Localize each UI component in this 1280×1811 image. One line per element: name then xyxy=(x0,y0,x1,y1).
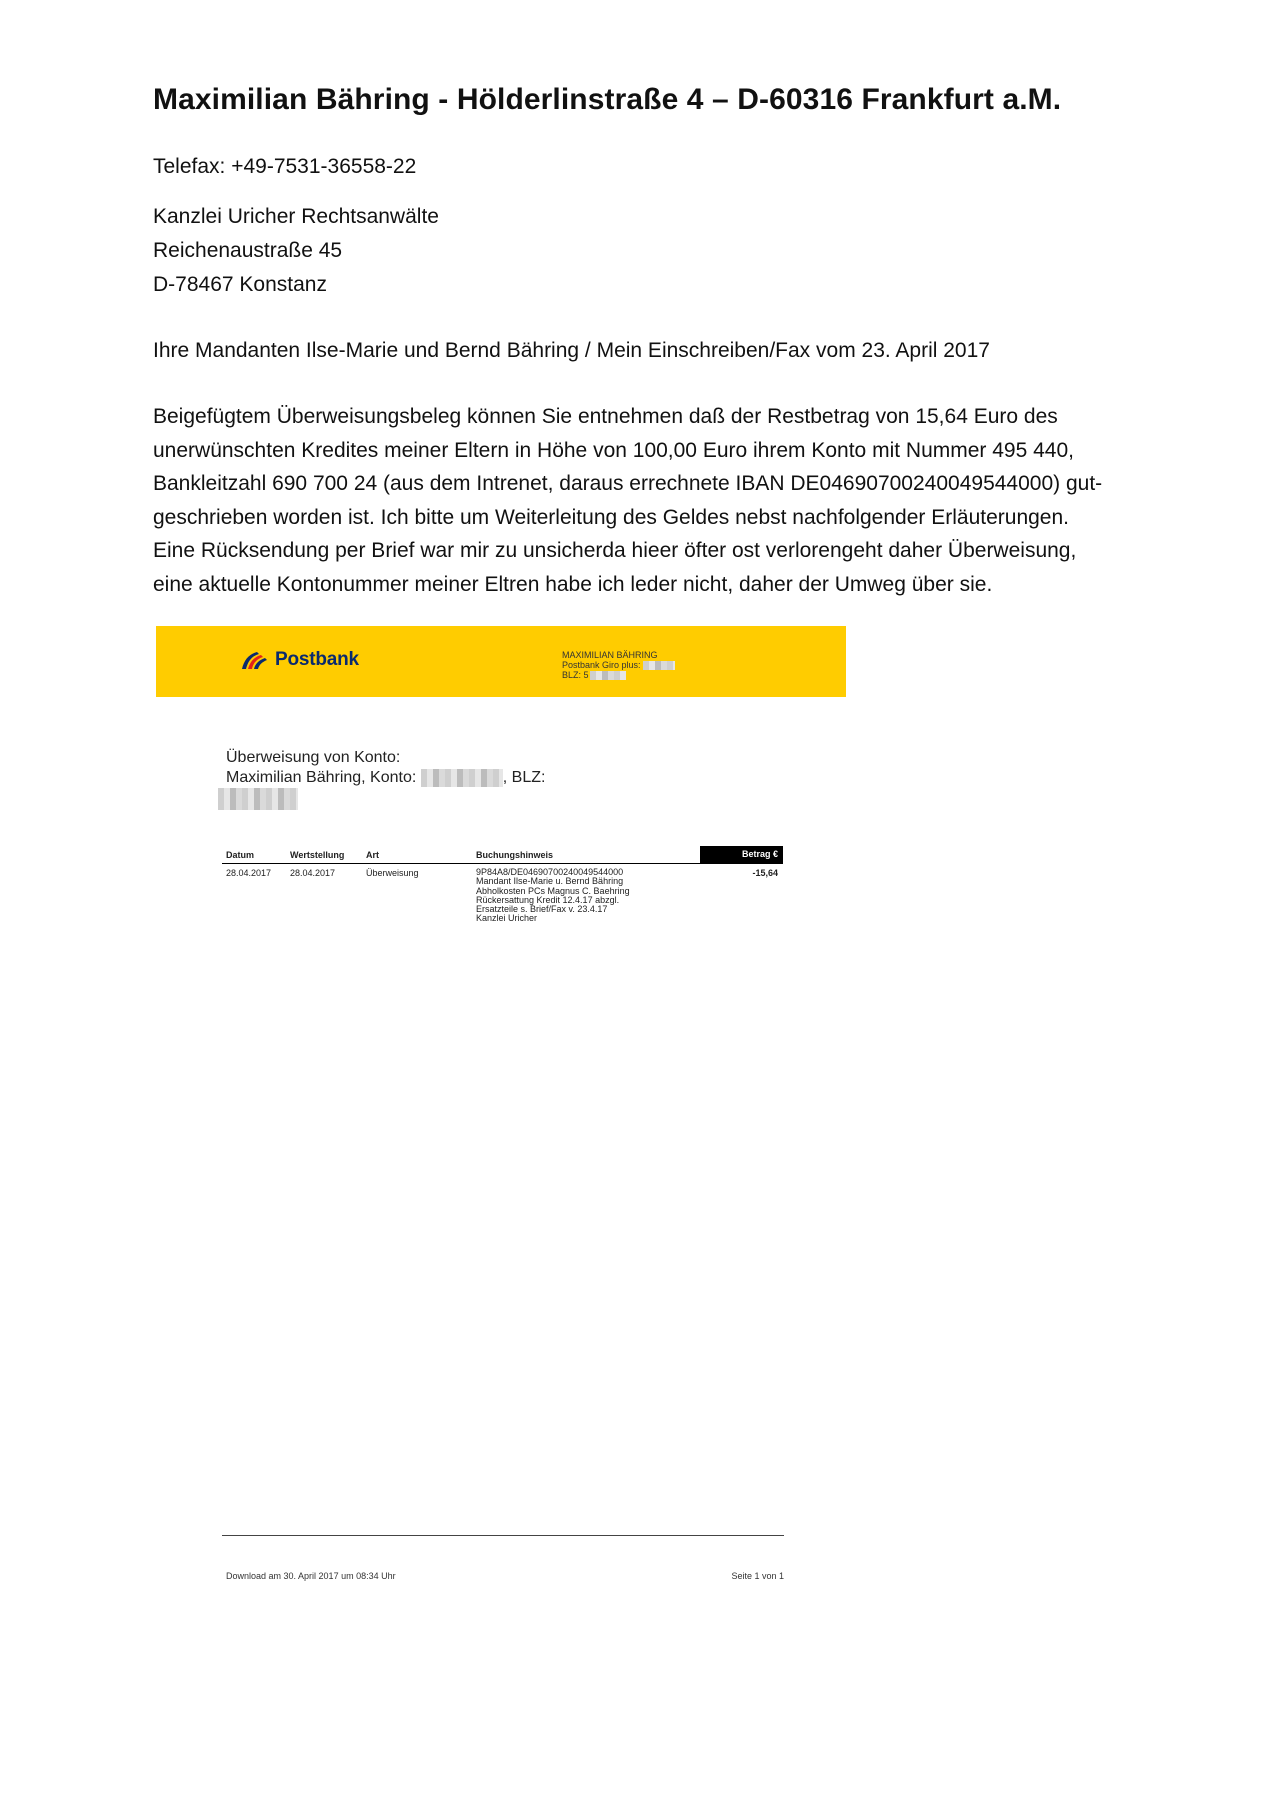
redacted-blz-value xyxy=(218,788,298,810)
tx-value-date: 28.04.2017 xyxy=(290,868,336,878)
owner-name: MAXIMILIAN BÄHRING xyxy=(562,650,658,660)
recipient-line: Reichenaustraße 45 xyxy=(153,239,343,262)
header-date: Datum xyxy=(226,850,255,860)
header-type: Art xyxy=(366,850,379,860)
memo-line: Ersatzteile s. Brief/Fax v. 23.4.17 xyxy=(476,904,608,915)
memo-line: Kanzlei Uricher xyxy=(476,913,538,924)
body-line: Eine Rücksendung per Brief war mir zu unsicherda hieer öfter ost verlorengeht daher Überweisung, xyxy=(153,539,1077,563)
body-line: Bankleitzahl 690 700 24 (aus dem Intrenet, daraus errechnete IBAN DE04690700240049544000) gut- xyxy=(153,472,1103,496)
redacted-konto xyxy=(421,769,503,787)
owner-product-line xyxy=(562,660,675,670)
tx-date: 28.04.2017 xyxy=(226,868,272,878)
table-header xyxy=(222,846,783,864)
owner-blz-line xyxy=(562,670,675,680)
memo-line: Rückersattung Kredit 12.4.17 abzgl. xyxy=(476,894,620,905)
account-owner-info xyxy=(562,650,675,680)
header-value-date: Wertstellung xyxy=(290,850,345,860)
memo-line: 9P84A8/DE04690700240049544000 xyxy=(476,867,624,877)
header-amount: Betrag € xyxy=(700,846,783,863)
transaction-table xyxy=(222,846,783,934)
body-line: eine aktuelle Kontonummer meiner Eltren habe ich leder nicht, daher der Umweg über sie. xyxy=(153,572,993,596)
transfer-from-line xyxy=(226,768,545,788)
page-number: Seite 1 von 1 xyxy=(731,1571,784,1581)
download-timestamp: Download am 30. April 2017 um 08:34 Uhr xyxy=(226,1571,396,1581)
recipient-address xyxy=(153,200,1163,302)
body-line: unerwünschten Kredites meiner Eltern in Höhe von 100,00 Euro ihrem Konto mit Nummer 495 440, xyxy=(153,438,1074,462)
tx-amount: -15,64 xyxy=(752,868,778,878)
transfer-from-title: Überweisung von Konto: xyxy=(226,749,401,766)
transfer-from-name: Maximilian Bähring, Konto: xyxy=(226,769,417,786)
transfer-from-blz-label: , BLZ: xyxy=(502,769,546,786)
fax-number: Telefax: +49-7531-36558-22 xyxy=(153,155,417,178)
tx-memo xyxy=(476,868,630,924)
subject-line: Ihre Mandanten Ilse-Marie und Bernd Bähring / Mein Einschreiben/Fax vom 23. April 2017 xyxy=(153,339,990,362)
bank-statement xyxy=(156,626,846,1606)
owner-product: Postbank Giro plus: xyxy=(562,660,641,670)
postbank-logo xyxy=(240,649,359,671)
memo-line: Mandant Ilse-Marie u. Bernd Bähring xyxy=(476,876,624,887)
recipient-line: D-78467 Konstanz xyxy=(153,273,327,296)
redacted-account-number xyxy=(643,661,675,670)
tx-type: Überweisung xyxy=(366,868,419,878)
body-line: geschrieben worden ist. Ich bitte um Weiterleitung des Geldes nebst nachfolgender Erläuterungen. xyxy=(153,505,1069,529)
postbank-logo-icon xyxy=(240,650,270,670)
body-line: Beigefügtem Überweisungsbeleg können Sie entnehmen daß der Restbetrag von 15,64 Euro des xyxy=(153,405,1058,428)
redacted-blz xyxy=(590,671,626,680)
table-row xyxy=(222,864,783,934)
memo-line: Abholkosten PCs Magnus C. Baehring xyxy=(476,885,630,896)
letter xyxy=(153,78,1163,602)
postbank-banner xyxy=(156,626,846,697)
postbank-wordmark: Postbank xyxy=(275,649,359,670)
header-memo: Buchungshinweis xyxy=(476,850,554,860)
sender-heading: Maximilian Bähring - Hölderlinstraße 4 – D-60316 Frankfurt a.M. xyxy=(153,83,1062,116)
footer-divider xyxy=(222,1535,784,1536)
transfer-from-block xyxy=(226,748,545,788)
recipient-line: Kanzlei Uricher Rechtsanwälte xyxy=(153,205,439,228)
owner-blz: BLZ: 5 xyxy=(562,670,589,681)
letter-body xyxy=(153,400,1163,602)
